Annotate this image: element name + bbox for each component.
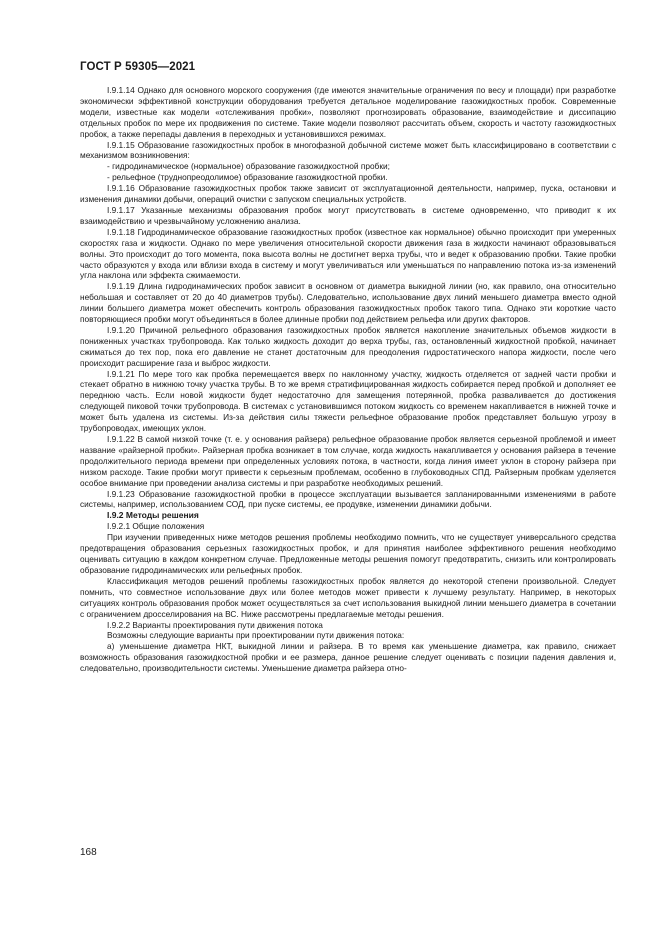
section-heading: I.9.2 Методы решения xyxy=(107,510,199,521)
paragraph-i-9-1-23: I.9.1.23 Образование газожидкостной пробки в процессе эксплуатации вызывается запланированными изменениями в работе системы, например, использованием СОД, при пуске системы, ее продувке, изменении динамики добычи. xyxy=(80,488,616,510)
paragraph-i-9-1-15: I.9.1.15 Образование газожидкостных пробок в многофазной добычной системе может быть классифицировано в соответствии с механизмом возникновения: xyxy=(80,139,616,161)
list-item: - рельефное (труднопреодолимое) образование газожидкостной пробки. xyxy=(107,172,388,183)
paragraph-i-9-1-19: I.9.1.19 Длина гидродинамических пробок зависит в основном от диаметра выкидной линии (но, как правило, она относительно небольшая и составляет от 20 до 40 диаметров трубы). Следовательно, использование двух линий меньшего диаметра вместо одной линии большего диаметра может обеспечить контроль образования газожидкостных пробок такого типа. Однако эти короткие часто повторяющиеся пробки могут объединяться в более длинные пробки под действием рельефа или других факторов. xyxy=(80,281,616,325)
paragraph-i-9-1-17: I.9.1.17 Указанные механизмы образования пробок могут присутствовать в системе одновременно, что приводит к их взаимодействию и чрезвычайному усложнению анализа. xyxy=(80,204,616,226)
paragraph-i-9-1-14: I.9.1.14 Однако для основного морского сооружения (где имеются значительные ограничения по весу и площади) при разработке экономически эффективной конструкции оборудования требуется детальное моделирование газожидкостных пробок. Современные модели, известные как модели «отслеживания пробки», позволяют прогнозировать образование, взаимодействие и диссипацию отдельных пробок по мере их продвижения по системе. Такие модели позволяют рассчитать объем, скорость и частоту газожидкостных пробок, а также перепады давления в переходных и установившихся режимах. xyxy=(80,85,616,139)
subsection-title-flow-path: I.9.2.2 Варианты проектирования пути движения потока xyxy=(107,619,323,630)
paragraph-flow-path-a: а) уменьшение диаметра НКТ, выкидной линии и райзера. В то время как уменьшение диаметра, как правило, снижает возможность образования газожидкостной пробки и ее размера, данное решение следует оценивать с позиции падения давления и, следовательно, производительности системы. Уменьшение диаметра райзера отно- xyxy=(80,641,616,674)
document-body xyxy=(80,85,616,674)
paragraph-i-9-1-20: I.9.1.20 Причиной рельефного образования газожидкостных пробок является накопление значительных объемов жидкости в пониженных участках трубопровода. Как только жидкость доходит до верха трубы, газ, остановленный жидкостной пробкой, начинает сжиматься до тех пор, пока его давление не станет достаточным для преодоления гидростатического напора жидкости, после чего происходит расширение газа и выброс жидкости. xyxy=(80,324,616,368)
paragraph-i-9-1-21: I.9.1.21 По мере того как пробка перемещается вверх по наклонному участку, жидкость отделяется от задней части пробки и стекает обратно в нижнюю точку участка трубы. В то же время стратифицированная жидкость собирается перед пробкой и дополняет ее переднюю часть. Если новой жидкости будет недостаточно для замещения потерянной, пробка разваливается до достижения следующей пиковой точки трубопровода. В системах с установившимся потоком жидкость со временем накапливается в нижней точке и может быть удалена из системы. Из-за действия силы тяжести рельефное образование пробок представляет большую угрозу в трубопроводах, имеющих уклон. xyxy=(80,368,616,434)
paragraph-i-9-1-22: I.9.1.22 В самой низкой точке (т. е. у основания райзера) рельефное образование пробок является серьезной проблемой и имеет название «райзерной пробки». Райзерная пробка возникает в том случае, когда жидкость накапливается у основания райзера в течение продолжительного периода времени при определенных условиях потока, в частности, когда линия имеет уклон в сторону райзера при низком расходе. Такие пробки могут привести к серьезным проблемам, особенно в глубоководных СПД. Райзерным пробкам уделяется особое внимание при проведении анализа системы и при разработке необходимых решений. xyxy=(80,434,616,488)
paragraph-i-9-1-16: I.9.1.16 Образование газожидкостных пробок также зависит от эксплуатационной деятельности, например, пуска, остановки и изменения динамики добычи, операций очистки с запуском специальных устройств. xyxy=(80,183,616,205)
list-item: - гидродинамическое (нормальное) образование газожидкостной пробки; xyxy=(107,161,390,172)
paragraph-i-9-1-18: I.9.1.18 Гидродинамическое образование газожидкостных пробок (известное как нормальное) обычно происходит при умеренных скоростях газа и жидкости. Однако по мере увеличения относительной скорости движения газа в жидкости начинают образовываться волны. Это происходит до того момента, пока высота волны не достигнет верха трубы, что и ведет к образованию пробки. Такие пробки часто образуются у входа или вблизи входа в систему и могут увеличиваться или уменьшаться по направлению потока из-за изменений угла наклона или эффекта сжимаемости. xyxy=(80,226,616,281)
paragraph-general-1: При изучении приведенных ниже методов решения проблемы необходимо помнить, что не существует универсального средства предотвращения образования серьезных газожидкостных пробок, и для принятия наиболее эффективного решения необходимо оценивать ситуацию в каждом конкретном случае. Предложенные методы решения помогут предотвратить, снизить или контролировать образование гидродинамических или рельефных пробок. xyxy=(80,532,616,575)
page-number: 168 xyxy=(80,847,97,858)
document-header: ГОСТ Р 59305—2021 xyxy=(80,61,196,73)
paragraph-general-2: Классификация методов решений проблемы газожидкостных пробок является до некоторой степени произвольной. Следует помнить, что совместное использование двух или более методов может привести к лучшему результату. Например, в некоторых ситуациях контроль образования пробок может осуществляться за счет использования выкидной линии меньшего диаметра в сочетании с ограничением дросселирования на ВС. Ниже рассмотрены предлагаемые методы решения. xyxy=(80,575,616,619)
paragraph-flow-path-intro: Возможны следующие варианты при проектировании пути движения потока: xyxy=(107,630,405,641)
subsection-title-general: I.9.2.1 Общие положения xyxy=(107,521,205,532)
